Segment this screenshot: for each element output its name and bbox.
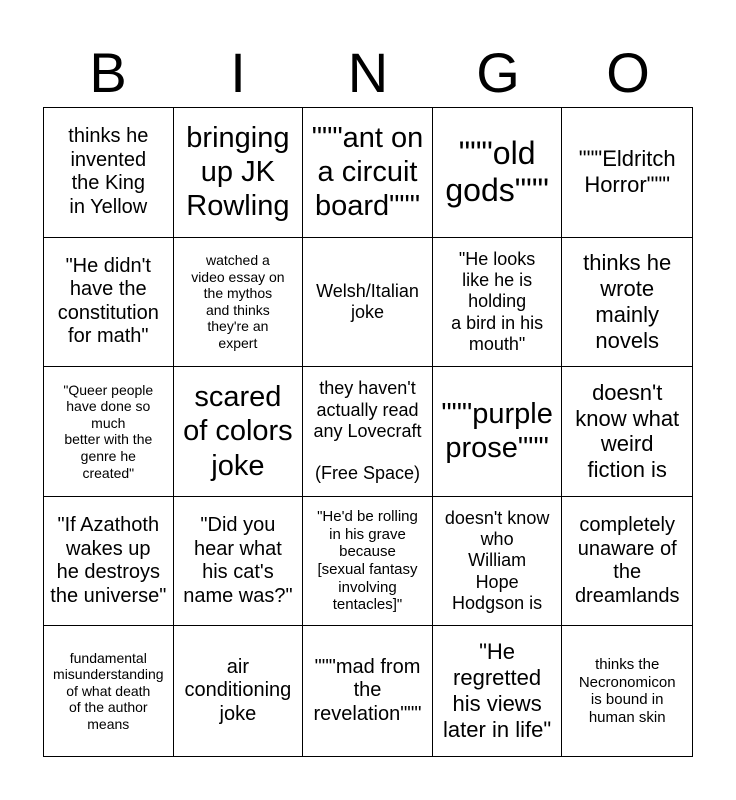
bingo-cell-g3[interactable]: """purple prose""" [433, 367, 563, 497]
bingo-cell-n3-free-space[interactable]: they haven't actually read any Lovecraft (Free Space) [303, 367, 433, 497]
bingo-cell-o2[interactable]: thinks he wrote mainly novels [562, 238, 692, 368]
bingo-cell-o4[interactable]: completely unaware of the dreamlands [562, 497, 692, 627]
header-letter-i: I [230, 41, 246, 104]
bingo-cell-o1[interactable]: """Eldritch Horror""" [562, 108, 692, 238]
bingo-board [43, 107, 693, 757]
bingo-header [43, 40, 693, 106]
bingo-cell-g5[interactable]: "He regretted his views later in life" [433, 626, 563, 756]
bingo-cell-n4[interactable]: "He'd be rolling in his grave because [sexual fantasy involving tentacles]" [303, 497, 433, 627]
header-letter-n: N [347, 41, 389, 104]
bingo-cell-g4[interactable]: doesn't know who William Hope Hodgson is [433, 497, 563, 627]
header-letter-b: B [89, 41, 127, 104]
bingo-cell-b3[interactable]: "Queer people have done so much better with the genre he created" [44, 367, 174, 497]
header-letter-o: O [606, 41, 650, 104]
bingo-cell-i5[interactable]: air conditioning joke [174, 626, 304, 756]
bingo-cell-i2[interactable]: watched a video essay on the mythos and thinks they're an expert [174, 238, 304, 368]
bingo-cell-i1[interactable]: bringing up JK Rowling [174, 108, 304, 238]
bingo-cell-o5[interactable]: thinks the Necronomicon is bound in human skin [578, 655, 676, 726]
bingo-cell-i4[interactable]: "Did you hear what his cat's name was?" [174, 497, 304, 627]
bingo-cell-b4[interactable]: "If Azathoth wakes up he destroys the universe" [44, 497, 174, 627]
bingo-cell-g1[interactable]: """old gods""" [433, 108, 563, 238]
bingo-cell-g2[interactable]: "He looks like he is holding a bird in his mouth" [433, 238, 563, 368]
bingo-cell-i3[interactable]: scared of colors joke [174, 367, 304, 497]
bingo-cell-n5[interactable]: """mad from the revelation""" [303, 626, 433, 756]
bingo-cell-o3[interactable]: doesn't know what weird fiction is [562, 367, 692, 497]
bingo-cell-b5[interactable]: fundamental misunderstanding of what death of the author means [44, 626, 174, 756]
bingo-cell-b2[interactable]: "He didn't have the constitution for math" [44, 238, 174, 368]
bingo-cell-n2[interactable]: Welsh/Italian joke [303, 238, 433, 368]
bingo-cell-b1[interactable]: thinks he invented the King in Yellow [44, 108, 174, 238]
header-letter-g: G [476, 41, 520, 104]
bingo-cell-n1[interactable]: """ant on a circuit board""" [303, 108, 433, 238]
